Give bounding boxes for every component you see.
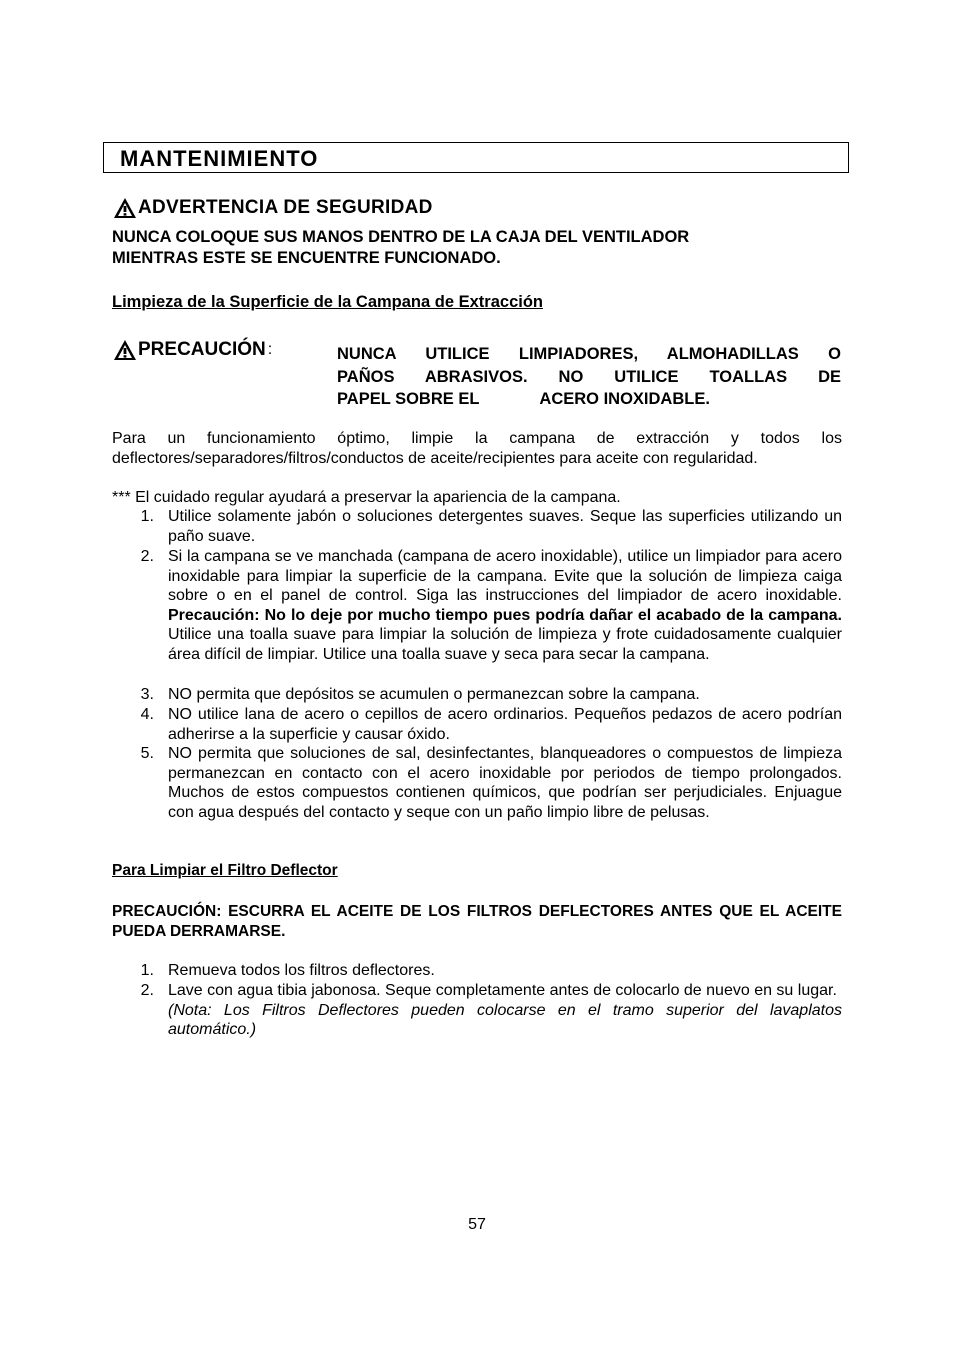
list-item: NO utilice lana de acero o cepillos de acero ordinarios. Pequeños pedazos de acero podrían adherirse a la superficie y causar óxido. bbox=[168, 706, 842, 743]
caution-line-3a: PAPEL SOBRE EL bbox=[337, 390, 480, 408]
page-number: 57 bbox=[468, 1216, 486, 1233]
warning-line-2: MIENTRAS ESTE SE ENCUENTRE FUNCIONADO. bbox=[112, 249, 501, 267]
list-number: 2. bbox=[140, 548, 154, 565]
list-item-note: (Nota: Los Filtros Deflectores pueden colocarse en el tramo superior del lavaplatos automático.) bbox=[168, 1001, 842, 1039]
caution-label: PRECAUCIÓN bbox=[138, 339, 266, 360]
list-item-text: Lave con agua tibia jabonosa. Seque completamente antes de colocarlo de nuevo en su lugar. bbox=[168, 982, 837, 999]
list-item: Utilice solamente jabón o soluciones detergentes suaves. Seque las superficies utilizando un paño suave. bbox=[168, 508, 842, 545]
care-note: *** El cuidado regular ayudará a preservar la apariencia de la campana. bbox=[112, 489, 621, 506]
warning-heading-text: ADVERTENCIA DE SEGURIDAD bbox=[138, 197, 433, 218]
section-heading-surface-cleaning: Limpieza de la Superficie de la Campana de Extracción bbox=[112, 293, 543, 311]
list-item: Remueva todos los filtros deflectores. bbox=[168, 962, 435, 979]
caution-text bbox=[337, 343, 841, 411]
caution-line-3 bbox=[337, 388, 841, 411]
list-number: 5. bbox=[140, 745, 154, 762]
page-title: MANTENIMIENTO bbox=[120, 146, 319, 171]
warning-triangle-icon bbox=[113, 197, 137, 219]
list-item bbox=[168, 981, 842, 1040]
warning-heading bbox=[113, 197, 433, 219]
caution-line-3b: ACERO INOXIDABLE. bbox=[539, 390, 710, 408]
intro-paragraph: Para un funcionamiento óptimo, limpie la campana de extracción y todos los deflectores/separadores/filtros/conductos de aceite/recipientes para aceite con regularidad. bbox=[112, 430, 842, 467]
filter-caution: PRECAUCIÓN: ESCURRA EL ACEITE DE LOS FILTROS DEFLECTORES ANTES QUE EL ACEITE PUEDA DERRAMARSE. bbox=[112, 903, 842, 940]
list-number: 4. bbox=[140, 706, 154, 723]
warning-line-1: NUNCA COLOQUE SUS MANOS DENTRO DE LA CAJA DEL VENTILADOR bbox=[112, 228, 690, 246]
warning-triangle-icon bbox=[113, 339, 137, 361]
section-title-box bbox=[103, 142, 849, 173]
list-number: 2. bbox=[140, 982, 154, 999]
list-item: NO permita que depósitos se acumulen o permanezcan sobre la campana. bbox=[168, 686, 700, 703]
list-number: 3. bbox=[140, 686, 154, 703]
caution-heading bbox=[113, 339, 272, 361]
list-item: NO permita que soluciones de sal, desinfectantes, blanqueadores o compuestos de limpieza permanezcan en contacto con el acero inoxidable por periodos de tiempo prolongados. Muchos de estos compuestos contienen químicos, que podrían ser perjudiciales. Enjuague con agua después del contacto y seque con un paño limpio libre de pelusas. bbox=[168, 745, 842, 821]
list-item bbox=[168, 547, 842, 665]
list-number: 1. bbox=[140, 962, 154, 979]
list-item-bold-caution: Precaución: No lo deje por mucho tiempo pues podría dañar el acabado de la campana. bbox=[168, 606, 842, 624]
list-item-text: Utilice una toalla suave para limpiar la solución de limpieza y frote cuidadosamente cualquier área difícil de limpiar. Utilice una toalla suave y seca para secar la campana. bbox=[168, 626, 842, 663]
warning-text bbox=[112, 227, 852, 269]
caution-line-1: NUNCA UTILICE LIMPIADORES, ALMOHADILLAS O bbox=[337, 345, 841, 363]
caution-line-2: PAÑOS ABRASIVOS. NO UTILICE TOALLAS DE bbox=[337, 367, 841, 386]
section-heading-filter-cleaning: Para Limpiar el Filtro Deflector bbox=[112, 862, 338, 879]
caution-colon: : bbox=[267, 341, 273, 358]
list-item-text: Si la campana se ve manchada (campana de acero inoxidable), utilice un limpiador para acero inoxidable para limpiar la superficie de la campana. Evite que la solución de limpieza caiga sobre o en el panel de control. Siga las instrucciones del limpiador de acero inoxidable. bbox=[168, 548, 842, 605]
list-number: 1. bbox=[140, 508, 154, 525]
